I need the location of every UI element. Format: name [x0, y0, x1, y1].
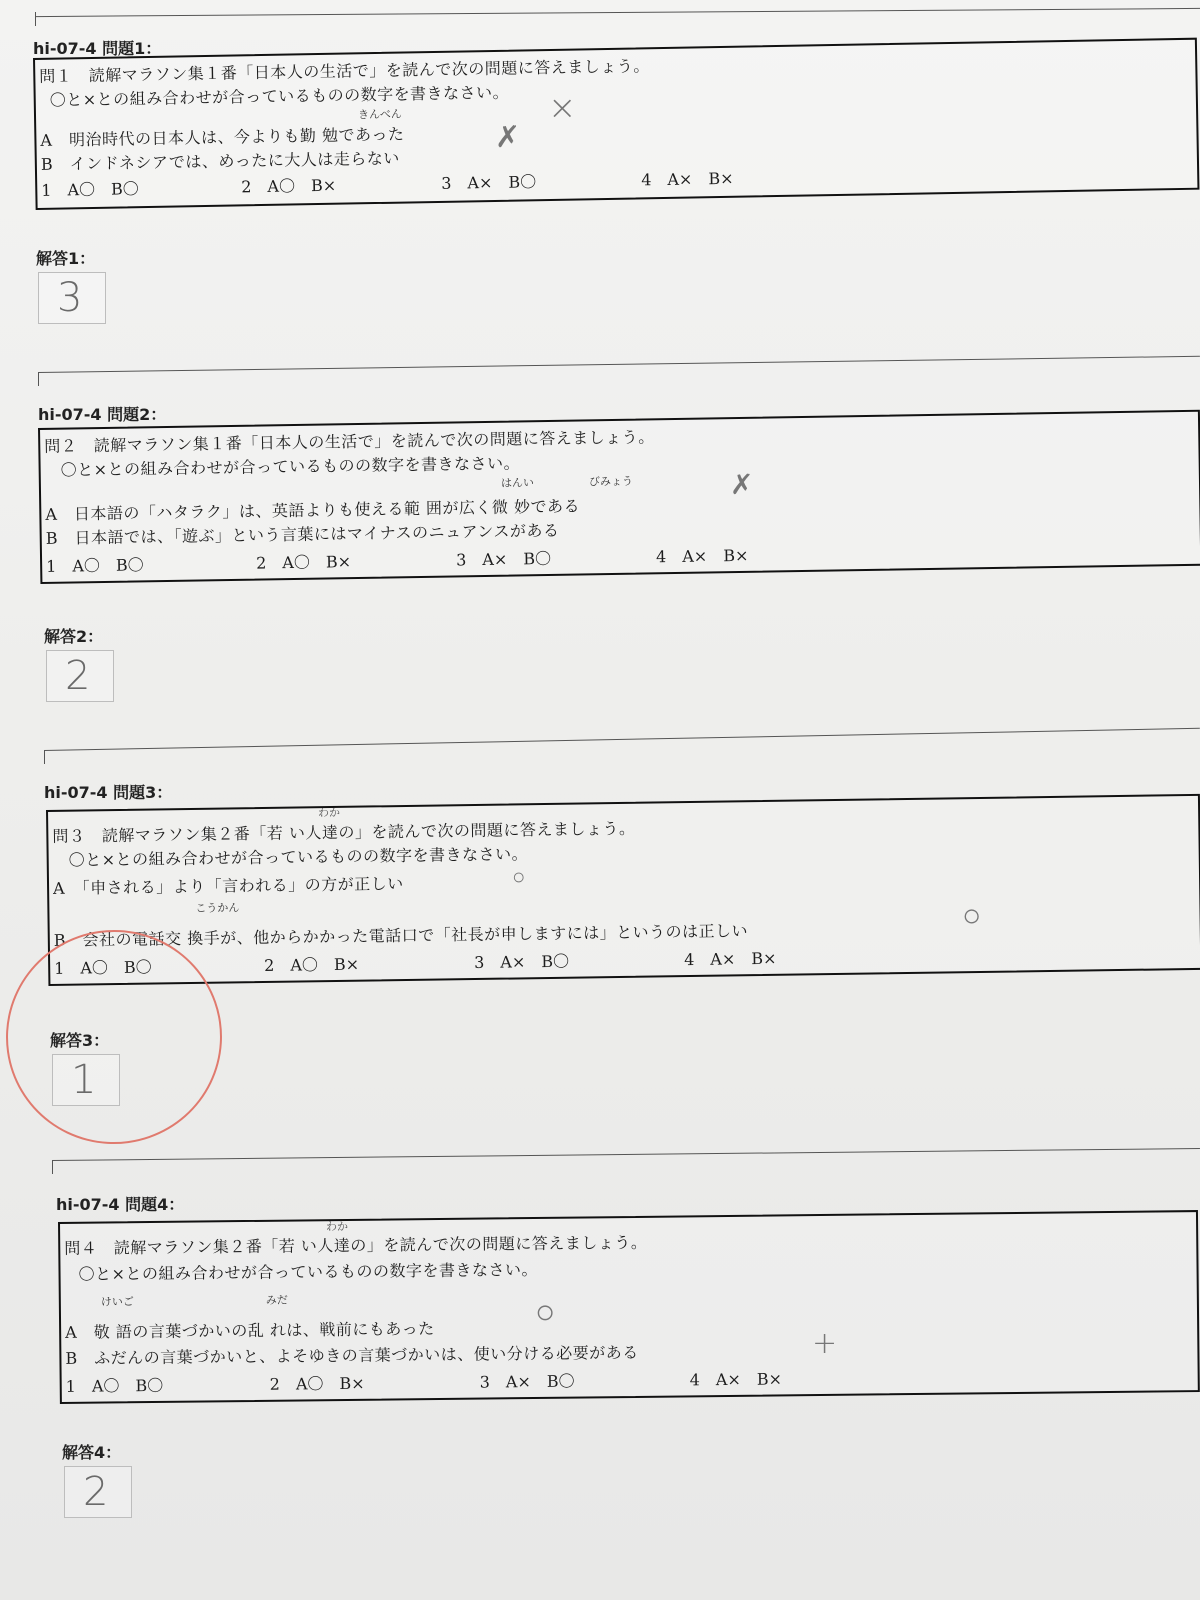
section-divider	[35, 8, 1200, 17]
choice-3: 3 A× B〇	[479, 1371, 575, 1392]
question-1-title: 問１ 読解マラソン集１番「日本人の生活で」を読んで次の問題に答えましょう。	[39, 56, 650, 86]
choice-3: 3 A× B〇	[474, 951, 570, 973]
question-2-statement-a: A 日本語の「ハタラク」は、英語よりも使える範 囲が広く微 妙である	[45, 496, 581, 524]
choice-2: 2 A〇 B×	[264, 954, 360, 975]
answer-3-box[interactable]	[52, 1054, 120, 1106]
question-3-box	[46, 794, 1200, 986]
answer-4-value: 2	[83, 1469, 109, 1515]
answer-3-label: 解答3：	[50, 1031, 110, 1050]
answer-4-box[interactable]	[64, 1466, 132, 1518]
choice-2: 2 A〇 B×	[255, 552, 352, 573]
answer-3-value: 1	[71, 1057, 97, 1103]
choice-4: 4 A× B×	[655, 545, 749, 567]
answer-1-box[interactable]	[38, 272, 106, 324]
question-3-statement-b: B 会社の電話交 換手が、他からかかった電話口で「社長が申しますには」というのは正しい	[53, 921, 749, 950]
question-3-furigana: こうかん	[195, 901, 240, 915]
handwritten-mark-a: ✗	[495, 120, 521, 155]
question-3-title: 問３ 読解マラソン集２番「若 い人達の」を読んで次の問題に答えましょう。	[52, 818, 636, 846]
question-3-instruction: 〇と×との組み合わせが合っているものの数字を書きなさい。	[68, 844, 529, 870]
question-2-title: 問２ 読解マラソン集１番「日本人の生活で」を読んで次の問題に答えましょう。	[44, 427, 655, 456]
choice-2: 2 A〇 B×	[269, 1373, 365, 1394]
section-divider-stub	[52, 1160, 53, 1174]
choice-4: 4 A× B×	[641, 168, 734, 190]
section-divider-stub	[38, 372, 39, 386]
question-3-title-furigana: わか	[318, 806, 340, 819]
choice-4: 4 A× B×	[689, 1369, 783, 1390]
question-2-furigana: はんい びみょう	[500, 474, 634, 490]
section-divider	[44, 728, 1200, 751]
section-divider-stub	[44, 750, 45, 764]
choice-1: 1 A〇 B〇	[54, 957, 152, 978]
handwritten-mark-b: ○	[962, 896, 982, 934]
choice-1: 1 A〇 B〇	[41, 179, 139, 200]
question-4-header: hi-07-4 問題4：	[56, 1195, 185, 1214]
choice-1: 1 A〇 B〇	[65, 1375, 164, 1396]
question-4-box	[58, 1210, 1200, 1404]
answer-4-label: 解答4：	[62, 1443, 122, 1462]
handwritten-x-mark: ×	[548, 88, 577, 128]
question-4-instruction: 〇と×との組み合わせが合っているものの数字を書きなさい。	[78, 1259, 539, 1284]
handwritten-mark-a: ✗	[730, 468, 754, 501]
question-2-statement-b: B 日本語では、「遊ぶ」という言葉にはマイナスのニュアンスがある	[45, 520, 560, 548]
section-divider	[52, 1148, 1200, 1161]
question-2-instruction: 〇と×との組み合わせが合っているものの数字を書きなさい。	[60, 453, 521, 480]
choice-3: 3 A× B〇	[455, 548, 552, 570]
section-divider-stub	[35, 12, 36, 26]
handwritten-mark-a: ○	[512, 865, 526, 890]
question-1-statement-b: B インドネシアでは、めったに大人は走らない	[40, 148, 400, 174]
choice-4: 4 A× B×	[684, 948, 777, 970]
question-1-instruction: 〇と×との組み合わせが合っているものの数字を書きなさい。	[49, 82, 510, 110]
question-4-statement-b: B ふだんの言葉づかいと、よそゆきの言葉づかいは、使い分ける必要がある	[65, 1342, 639, 1368]
question-4-title-furigana: わか	[326, 1220, 348, 1233]
answer-2-box[interactable]	[46, 650, 114, 702]
question-4-title: 問４ 読解マラソン集２番「若 い人達の」を読んで次の問題に答えましょう。	[64, 1232, 648, 1258]
question-3-statement-a: A 「申される」より「言われる」の方が正しい	[52, 874, 404, 898]
question-1-header: hi-07-4 問題1：	[33, 39, 162, 58]
choice-2: 2 A〇 B×	[241, 175, 337, 197]
question-3-header: hi-07-4 問題3：	[44, 783, 173, 802]
question-4-statement-a: A 敬 語の言葉づかいの乱 れは、戦前にもあった	[65, 1319, 435, 1342]
choice-3: 3 A× B〇	[441, 172, 537, 193]
answer-2-value: 2	[65, 653, 91, 699]
section-divider	[38, 356, 1200, 373]
handwritten-mark-b: +	[812, 1326, 838, 1361]
question-1-statement-a: A 明治時代の日本人は、今よりも勤 勉であった	[40, 124, 405, 150]
question-2-box	[38, 410, 1200, 584]
question-1-box	[33, 38, 1199, 210]
answer-1-value: 3	[57, 275, 83, 321]
handwritten-mark-a: ○	[535, 1292, 556, 1332]
question-1-furigana: きんべん	[357, 107, 402, 122]
answer-1-label: 解答1：	[36, 249, 96, 268]
question-4-furigana: けいご みだ	[100, 1293, 288, 1309]
choice-1: 1 A〇 B〇	[46, 555, 144, 576]
answer-2-label: 解答2：	[44, 627, 104, 646]
question-2-header: hi-07-4 問題2：	[38, 405, 167, 424]
